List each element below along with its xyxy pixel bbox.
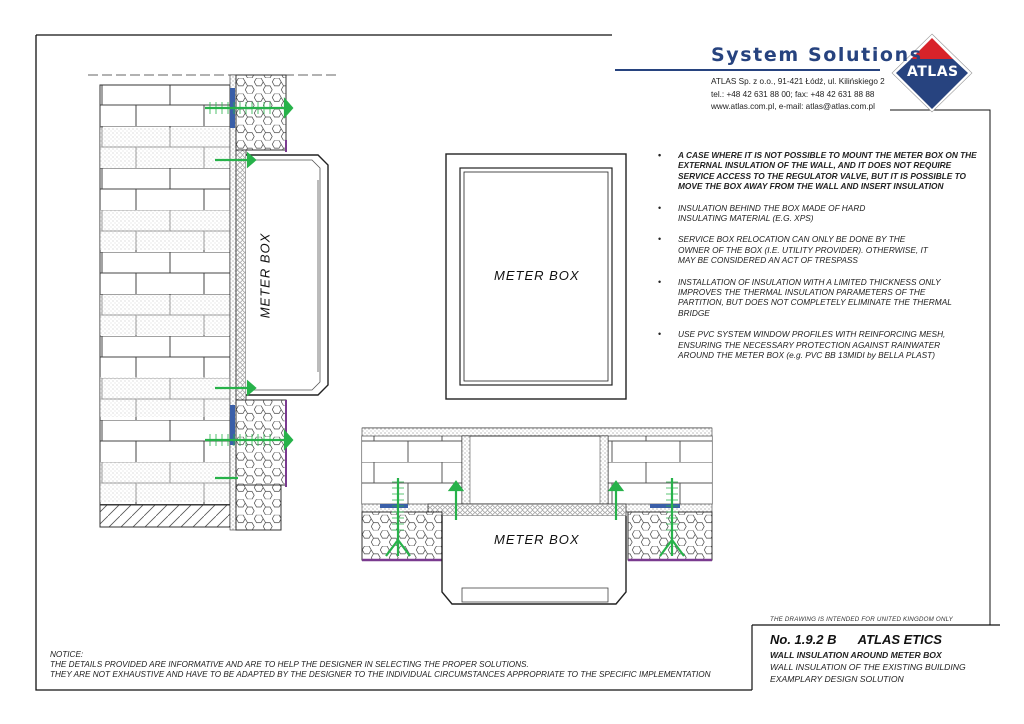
contact-phone: tel.: +48 42 631 88 00; fax: +48 42 631 88 88 — [711, 89, 875, 99]
plaster-layer — [230, 75, 236, 530]
notice-title: NOTICE: — [50, 650, 84, 659]
notice-block — [50, 650, 711, 680]
note-item: • INSULATION BEHIND THE BOX MADE OF HARD INSULATING MATERIAL (E.G. XPS) — [656, 203, 908, 224]
plan-eps-right — [628, 512, 712, 560]
plan-eps-left — [362, 512, 442, 560]
plan-xps — [428, 504, 626, 516]
note-item: • USE PVC SYSTEM WINDOW PROFILES WITH REINFORCING MESH, ENSURING THE NECESSARY PROTECTION AGAINST RAINWATER AROUND THE METER BOX (e.g. PVC BB 13MIDI by BELLA PLAST) — [656, 329, 978, 360]
drawing-number: No. 1.9.2 B ATLAS ETICS — [770, 632, 942, 647]
plan-view — [362, 428, 712, 604]
notes-list — [656, 150, 986, 372]
note-item: • INSTALLATION OF INSULATION WITH A LIMITED THICKNESS ONLY IMPROVES THE THERMAL INSULATION PARAMETERS OF THE PARTITION, BUT DOES NOT COMPLETELY ELIMINATE THE THERMAL BRIDGE — [656, 277, 953, 319]
eps-insulation-bottom — [236, 400, 286, 485]
note-item: • A CASE WHERE IT IS NOT POSSIBLE TO MOUNT THE METER BOX ON THE EXTERNAL INSULATION OF THE WALL, AND IT DOES NOT REQUIRE SERVICE ACCESS TO THE REGULATOR VALVE, BUT IT IS POSSIBLE TO MOVE THE BOX AWAY FROM THE WALL AND INSERT INSULATION — [656, 150, 986, 192]
meter-box-plan-label: METER BOX — [494, 532, 580, 547]
note-item: • SERVICE BOX RELOCATION CAN ONLY BE DONE BY THE OWNER OF THE BOX (I.E. UTILITY PROVIDER). OTHERWISE, IT MAY BE CONSIDERED AN ACT OF TRESPASS — [656, 234, 938, 265]
section-view — [88, 75, 340, 530]
meter-box-section-label: METER BOX — [257, 232, 273, 319]
notice-line-2: THEY ARE NOT EXHAUSTIVE AND HAVE TO BE ADAPTED BY THE DESIGNER TO THE INDIVIDUAL CIRCUMSTANCES APPROPRIATE TO THE SPECIFIC IMPLEMENTATION — [50, 670, 711, 679]
contact-web: www.atlas.com.pl, e-mail: atlas@atlas.com.pl — [711, 102, 875, 111]
plan-recess — [462, 436, 608, 504]
meter-box-front-label: METER BOX — [494, 268, 580, 283]
contact-block — [711, 76, 885, 114]
plan-meter-box — [442, 516, 626, 604]
brand-title: System Solutions — [711, 44, 923, 66]
foundation — [100, 505, 230, 527]
contact-address: ATLAS Sp. z o.o., 91-421 Łódź, ul. Kilińskiego 2 — [711, 77, 885, 86]
drawing-title: WALL INSULATION AROUND METER BOX — [770, 650, 942, 660]
atlas-logo-text: ATLAS — [907, 64, 959, 80]
uk-only-note: THE DRAWING IS INTENDED FOR UNITED KINGDOM ONLY — [770, 616, 954, 623]
drawing-subtitle-2: EXAMPLARY DESIGN SOLUTION — [770, 674, 904, 684]
notice-line-1: THE DETAILS PROVIDED ARE INFORMATIVE AND ARE TO HELP THE DESIGNER IN SELECTING THE PROPER SOLUTIONS. — [50, 660, 529, 669]
drawing-subtitle-1: WALL INSULATION OF THE EXISTING BUILDING — [770, 662, 966, 672]
eps-insulation-top — [236, 75, 286, 150]
xps-insulation — [236, 150, 246, 400]
